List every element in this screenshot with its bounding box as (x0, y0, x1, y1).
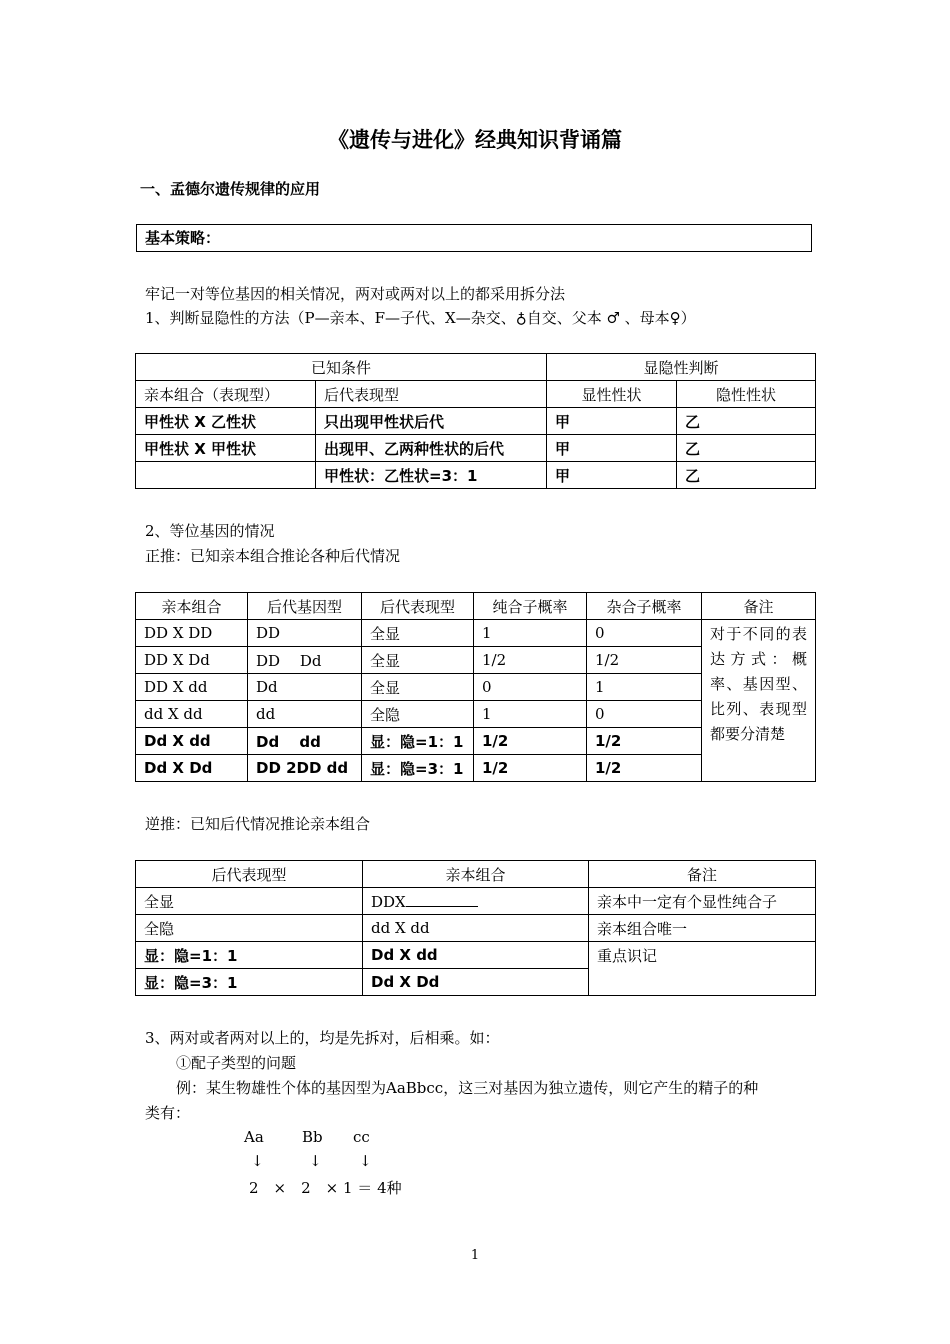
parent-combo-text: DDX (371, 892, 406, 911)
table-cell: 显：隐=3：1 (136, 969, 363, 996)
header-known-conditions: 已知条件 (136, 354, 547, 381)
table-row (136, 462, 816, 489)
table-cell: 全显 (362, 647, 474, 674)
table-cell: 显：隐=1：1 (136, 942, 363, 969)
table-cell: 乙 (677, 435, 816, 462)
table-cell: DD (248, 620, 362, 647)
table-cell: 乙 (677, 462, 816, 489)
table-cell: 甲性状：乙性状=3：1 (316, 462, 547, 489)
table-cell: dd (248, 701, 362, 728)
table-cell: 甲 (547, 408, 677, 435)
page-title: 《遗传与进化》经典知识背诵篇 (328, 128, 622, 152)
table-cell: 全隐 (362, 701, 474, 728)
table-cell: 全显 (362, 620, 474, 647)
table-row (136, 620, 816, 647)
table-cell: dd X dd (136, 701, 248, 728)
table-row (136, 408, 816, 435)
sub-item-gamete-types: ①配子类型的问题 (176, 1054, 297, 1072)
subheader-parent-combo: 亲本组合（表现型） (136, 381, 316, 408)
fill-in-blank (406, 892, 478, 907)
table-cell: 0 (587, 701, 702, 728)
table-cell: 0 (474, 674, 587, 701)
table-cell: Dd dd (248, 728, 362, 755)
table-cell: 甲性状 X 甲性状 (136, 435, 316, 462)
table-cell: dd X dd (363, 915, 589, 942)
note-cell: 对于不同的表达方式：概率、基因型、比列、表现型都要分清楚 (702, 620, 816, 782)
header-note: 备注 (589, 861, 816, 888)
table-cell: 1 (474, 620, 587, 647)
strategy-box: 基本策略： (136, 224, 812, 252)
down-arrow-icon: ↓ (309, 1152, 322, 1170)
gene-cc: cc (353, 1128, 370, 1146)
header-heterozygote-prob: 杂合子概率 (587, 593, 702, 620)
down-arrow-icon: ↓ (251, 1152, 264, 1170)
header-note: 备注 (702, 593, 816, 620)
table-cell: Dd X dd (363, 942, 589, 969)
table-row (136, 915, 816, 942)
header-offspring-genotype: 后代基因型 (248, 593, 362, 620)
subheader-dominant-trait: 显性性状 (547, 381, 677, 408)
table-cell: 1 (474, 701, 587, 728)
table-row (136, 435, 816, 462)
table-cell: 1/2 (587, 647, 702, 674)
table-cell: 亲本中一定有个显性纯合子 (589, 888, 816, 915)
header-offspring-phenotype: 后代表现型 (362, 593, 474, 620)
item-2-alleles: 2、等位基因的情况 (145, 522, 275, 540)
table-cell: 1/2 (587, 755, 702, 782)
reverse-inference-label: 逆推：已知后代情况推论亲本组合 (145, 815, 371, 833)
forward-inference-label: 正推：已知亲本组合推论各种后代情况 (145, 547, 401, 565)
table-cell: DD X Dd (136, 647, 248, 674)
table-cell: 出现甲、乙两种性状的后代 (316, 435, 547, 462)
subheader-recessive-trait: 隐性性状 (677, 381, 816, 408)
example-line-2: 类有： (145, 1104, 191, 1122)
table-cell: Dd (248, 674, 362, 701)
table-cell: 1/2 (587, 728, 702, 755)
table-row (136, 888, 816, 915)
table-cell: 0 (587, 620, 702, 647)
table-cell: 亲本组合唯一 (589, 915, 816, 942)
header-homozygote-prob: 纯合子概率 (474, 593, 587, 620)
table-cell: 乙 (677, 408, 816, 435)
section-heading-mendel: 一、孟德尔遗传规律的应用 (140, 180, 321, 198)
table-row (136, 942, 816, 969)
table-cell: Dd X Dd (136, 755, 248, 782)
item-1-dominance-method: 1、判断显隐性的方法（P—亲本、F—子代、X—杂交、♁自交、父本 ♂ 、母本♀） (145, 309, 696, 327)
gene-aa: Aa (244, 1128, 264, 1146)
table-cell: 1/2 (474, 728, 587, 755)
table-cell: 只出现甲性状后代 (316, 408, 547, 435)
table-cell: DD X dd (136, 674, 248, 701)
table-cell (136, 462, 316, 489)
item-3-split-multiply: 3、两对或者两对以上的，均是先拆对，后相乘。如： (145, 1029, 500, 1047)
page-number: 1 (470, 1248, 480, 1263)
gamete-formula: 2 × 2 × 1 ＝ 4种 (249, 1179, 402, 1197)
reverse-inference-table (135, 860, 816, 996)
table-cell: 全显 (362, 674, 474, 701)
example-line-1: 例：某生物雄性个体的基因型为AaBbcc，这三对基因为独立遗传，则它产生的精子的种 (176, 1079, 759, 1097)
table-cell: Dd X Dd (363, 969, 589, 996)
table-cell: 1/2 (474, 755, 587, 782)
down-arrow-icon: ↓ (359, 1152, 372, 1170)
table-cell: 全隐 (136, 915, 363, 942)
table-cell: 重点识记 (589, 942, 816, 996)
table-cell: 1/2 (474, 647, 587, 674)
table-cell: 甲 (547, 435, 677, 462)
table-cell: Dd X dd (136, 728, 248, 755)
intro-line: 牢记一对等位基因的相关情况，两对或两对以上的都采用拆分法 (145, 285, 566, 303)
table-cell: DD Dd (248, 647, 362, 674)
table-cell: 全显 (136, 888, 363, 915)
table-cell: 甲 (547, 462, 677, 489)
header-dominance-judgement: 显隐性判断 (547, 354, 816, 381)
header-parent-combo: 亲本组合 (363, 861, 589, 888)
table-cell: DD X DD (136, 620, 248, 647)
forward-inference-table (135, 592, 816, 782)
header-offspring-phenotype: 后代表现型 (136, 861, 363, 888)
table-cell: DD 2DD dd (248, 755, 362, 782)
header-parent-combo: 亲本组合 (136, 593, 248, 620)
table-cell: 甲性状 X 乙性状 (136, 408, 316, 435)
table-cell: 显：隐=1：1 (362, 728, 474, 755)
gene-bb: Bb (302, 1128, 323, 1146)
dominance-table (135, 353, 816, 489)
table-cell: 1 (587, 674, 702, 701)
table-cell (363, 888, 589, 915)
table-cell: 显：隐=3：1 (362, 755, 474, 782)
subheader-offspring-phenotype: 后代表现型 (316, 381, 547, 408)
